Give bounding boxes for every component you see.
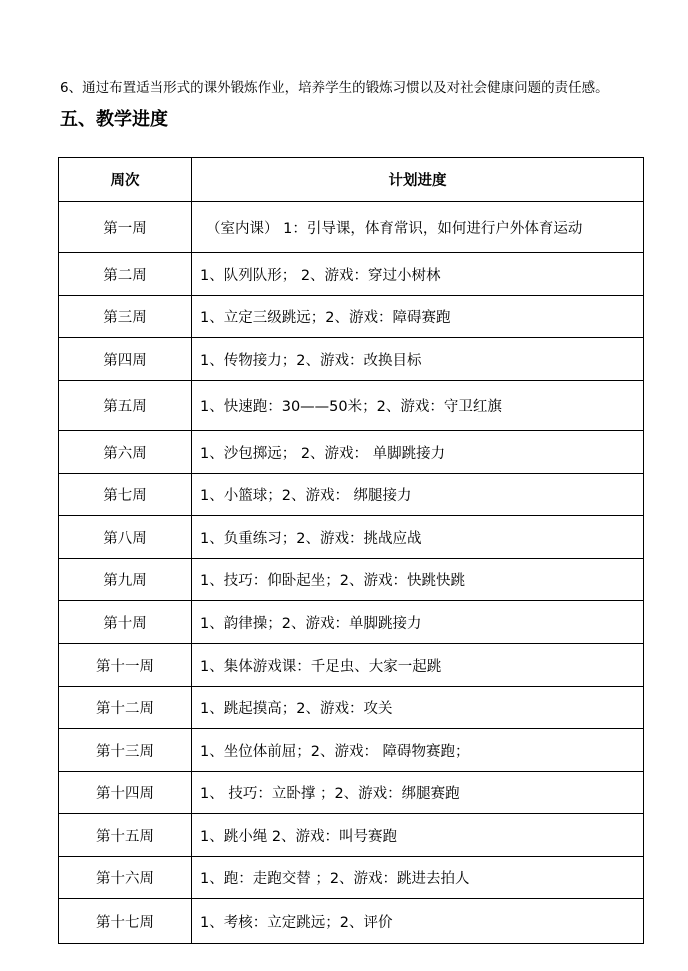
table-row — [59, 687, 644, 729]
table-row — [59, 296, 644, 338]
plan-cell: （室内课） 1：引导课，体育常识，如何进行户外体育运动 — [192, 202, 644, 253]
intro-paragraph: 6、通过布置适当形式的课外锻炼作业，培养学生的锻炼习惯以及对社会健康问题的责任感。 — [60, 80, 609, 96]
week-cell: 第十三周 — [59, 729, 192, 772]
schedule-table — [58, 157, 644, 944]
table-row — [59, 338, 644, 381]
plan-cell: 1、传物接力；2、游戏：改换目标 — [192, 338, 644, 381]
plan-cell: 1、韵律操；2、游戏：单脚跳接力 — [192, 601, 644, 644]
table-row — [59, 601, 644, 644]
week-cell: 第十五周 — [59, 814, 192, 857]
week-cell: 第十周 — [59, 601, 192, 644]
week-cell: 第一周 — [59, 202, 192, 253]
section-heading: 五、教学进度 — [60, 109, 168, 130]
week-cell: 第二周 — [59, 253, 192, 296]
week-cell: 第十六周 — [59, 857, 192, 899]
week-cell: 第十一周 — [59, 644, 192, 687]
table-row — [59, 814, 644, 857]
week-cell: 第四周 — [59, 338, 192, 381]
week-cell: 第七周 — [59, 474, 192, 516]
plan-cell: 1、负重练习；2、游戏：挑战应战 — [192, 516, 644, 559]
table-row — [59, 202, 644, 253]
table-row — [59, 253, 644, 296]
week-cell: 第十四周 — [59, 772, 192, 814]
week-cell: 第八周 — [59, 516, 192, 559]
plan-cell: 1、集体游戏课：千足虫、大家一起跳 — [192, 644, 644, 687]
plan-cell: 1、队列队形； 2、游戏：穿过小树林 — [192, 253, 644, 296]
header-plan: 计划进度 — [192, 158, 644, 202]
table-row — [59, 857, 644, 899]
week-cell: 第三周 — [59, 296, 192, 338]
plan-cell: 1、跳起摸高；2、游戏：攻关 — [192, 687, 644, 729]
header-week: 周次 — [59, 158, 192, 202]
week-cell: 第十二周 — [59, 687, 192, 729]
table-row — [59, 772, 644, 814]
table-header-row — [59, 158, 644, 202]
table-row — [59, 474, 644, 516]
table-row — [59, 559, 644, 601]
plan-cell: 1、技巧：仰卧起坐；2、游戏：快跳快跳 — [192, 559, 644, 601]
week-cell: 第十七周 — [59, 899, 192, 944]
week-cell: 第九周 — [59, 559, 192, 601]
week-cell: 第五周 — [59, 381, 192, 431]
plan-cell: 1、跑：走跑交替 ；2、游戏：跳进去拍人 — [192, 857, 644, 899]
table-row — [59, 516, 644, 559]
plan-cell: 1、立定三级跳远；2、游戏：障碍赛跑 — [192, 296, 644, 338]
plan-cell: 1、坐位体前屈；2、游戏： 障碍物赛跑； — [192, 729, 644, 772]
table-row — [59, 431, 644, 474]
plan-cell: 1、 技巧：立卧撑 ；2、游戏：绑腿赛跑 — [192, 772, 644, 814]
plan-cell: 1、跳小绳 2、游戏：叫号赛跑 — [192, 814, 644, 857]
plan-cell: 1、沙包掷远； 2、游戏： 单脚跳接力 — [192, 431, 644, 474]
table-row — [59, 381, 644, 431]
table-row — [59, 729, 644, 772]
table-row — [59, 899, 644, 944]
table-row — [59, 644, 644, 687]
plan-cell: 1、小篮球；2、游戏： 绑腿接力 — [192, 474, 644, 516]
plan-cell: 1、快速跑：30——50米；2、游戏：守卫红旗 — [192, 381, 644, 431]
plan-cell: 1、考核：立定跳远；2、评价 — [192, 899, 644, 944]
week-cell: 第六周 — [59, 431, 192, 474]
